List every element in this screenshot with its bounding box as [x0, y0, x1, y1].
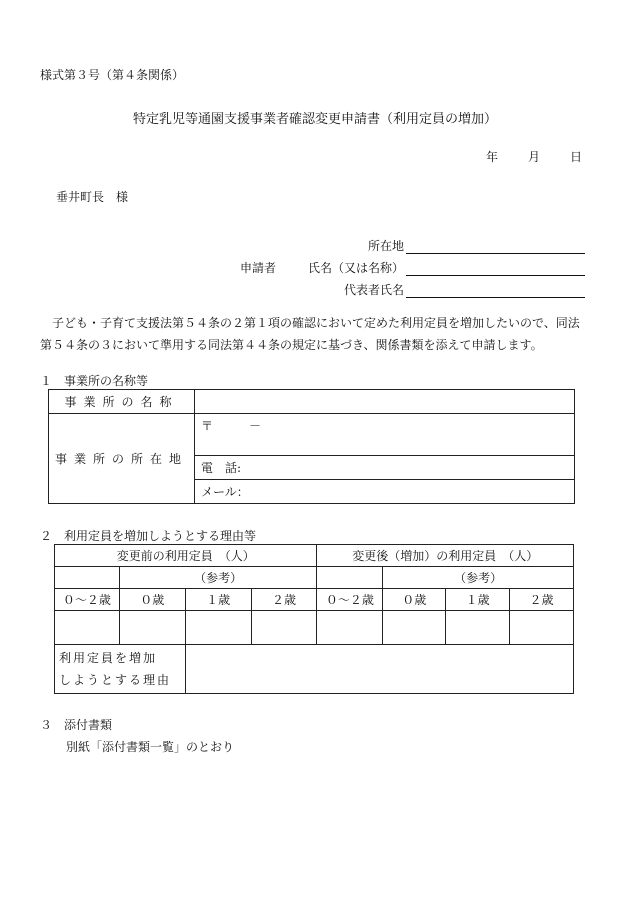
- after-reference: （参考）: [383, 567, 574, 589]
- date-day: 日: [569, 150, 582, 164]
- phone-field[interactable]: 電 話:: [195, 456, 575, 480]
- facility-table: [48, 389, 575, 504]
- representative-label: 代表者氏名: [343, 283, 404, 297]
- addressee: 垂井町長 様: [56, 190, 129, 204]
- date-year: 年: [485, 150, 498, 164]
- before-age-0-2: ０～２歳: [55, 589, 120, 611]
- capacity-table: [54, 544, 574, 694]
- address-label: 所在地: [367, 239, 404, 253]
- page-title: 特定乳児等通園支援事業者確認変更申請書（利用定員の増加）: [132, 112, 497, 127]
- before-1-value[interactable]: [185, 611, 251, 645]
- facility-name-label: 事業所の名称: [49, 390, 195, 414]
- after-age-2: ２歳: [510, 589, 574, 611]
- before-0-value[interactable]: [119, 611, 185, 645]
- name-input-line[interactable]: [406, 260, 585, 276]
- after-age-0-2: ０～２歳: [317, 589, 383, 611]
- reason-field[interactable]: [185, 645, 573, 694]
- applicant-lead: 申請者: [240, 261, 277, 275]
- before-0-2-value[interactable]: [55, 611, 120, 645]
- representative-input-line[interactable]: [406, 282, 585, 298]
- after-header: 変更後（増加）の利用定員 （人）: [317, 545, 574, 567]
- facility-name-field[interactable]: [195, 390, 575, 414]
- postal-field[interactable]: 〒 －: [195, 414, 575, 456]
- after-age-1: １歳: [446, 589, 510, 611]
- attachment-text: 別紙「添付書類一覧」のとおり: [66, 740, 235, 754]
- reason-label-line2: しようとする理由: [59, 673, 172, 687]
- before-2-value[interactable]: [251, 611, 317, 645]
- before-age-2: ２歳: [251, 589, 317, 611]
- name-label: 氏名（又は名称）: [307, 261, 404, 275]
- before-age-0: ０歳: [119, 589, 185, 611]
- before-age-1: １歳: [185, 589, 251, 611]
- reason-label-line1: 利用定員を増加: [59, 651, 158, 665]
- date-line: [486, 148, 582, 165]
- before-header: 変更前の利用定員 （人）: [55, 545, 317, 567]
- section3-heading: ３ 添付書類: [40, 718, 113, 732]
- mail-field[interactable]: メール：: [195, 480, 575, 504]
- body-text: 子ども・子育て支援法第５４条の２第１項の確認において定めた利用定員を増加したいので、同法第５４条の３において準用する同法第４４条の規定に基づき、関係書類を添えて申請します。: [40, 316, 580, 352]
- applicant-block: [240, 232, 585, 298]
- address-input-line[interactable]: [406, 238, 585, 254]
- section1-heading: １ 事業所の名称等: [40, 374, 149, 388]
- reason-label: [55, 645, 186, 694]
- after-1-value[interactable]: [446, 611, 510, 645]
- after-0-2-value[interactable]: [317, 611, 383, 645]
- date-month: 月: [527, 150, 540, 164]
- after-age-0: ０歳: [383, 589, 446, 611]
- after-0-value[interactable]: [383, 611, 446, 645]
- before-reference: （参考）: [119, 567, 317, 589]
- after-blank-cell: [317, 567, 383, 589]
- after-2-value[interactable]: [510, 611, 574, 645]
- facility-address-label: 事業所の所在地: [49, 414, 195, 504]
- form-number: 様式第３号（第４条関係）: [40, 68, 185, 82]
- section2-heading: ２ 利用定員を増加しようとする理由等: [40, 529, 257, 543]
- before-blank-cell: [55, 567, 120, 589]
